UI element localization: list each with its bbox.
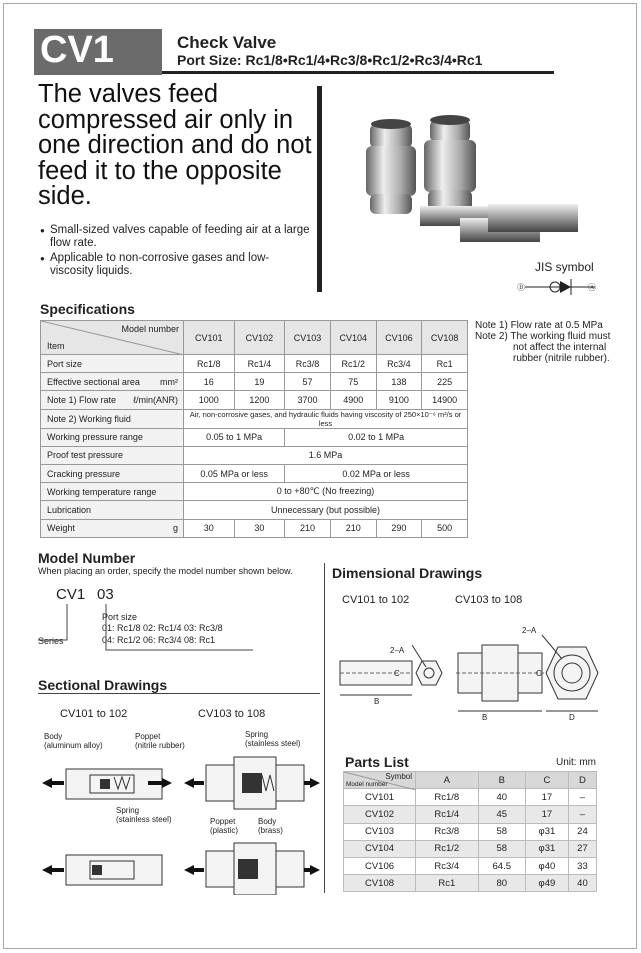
cell: Rc1 (416, 875, 479, 892)
jis-symbol-label: JIS symbol (535, 260, 594, 274)
cell: 210 (330, 519, 376, 537)
row-label (41, 373, 184, 391)
parts-corner-model: Model number (346, 781, 388, 789)
cell: Rc1/2 (416, 840, 479, 857)
cell: 80 (478, 875, 525, 892)
spec-row-proof-pressure (41, 446, 468, 464)
row-label (41, 391, 184, 409)
cell: 1200 (234, 391, 285, 409)
dimensional-drawings-title: Dimensional Drawings (332, 565, 483, 581)
cell: – (568, 806, 596, 823)
dim-2a-small: 2–A (390, 646, 405, 655)
cell: 75 (330, 373, 376, 391)
cell: 1000 (184, 391, 235, 409)
cell: 24 (568, 823, 596, 840)
label-spring-mat: (stainless steel) (116, 815, 172, 824)
spec-row-cracking-pressure (41, 464, 468, 482)
sectional-right-caption: CV103 to 108 (198, 708, 266, 720)
model-header: CV106 (376, 321, 422, 355)
cell: Air, non-corrosive gases, and hydraulic fluids having viscosity of 250×10⁻⁶ m²/s or less (184, 409, 468, 428)
header-rule (162, 71, 554, 74)
cell: 14900 (422, 391, 468, 409)
series-label: Series (38, 636, 64, 646)
row-label: Port size (41, 355, 184, 373)
cell: 58 (478, 840, 525, 857)
port-size-title: Port size (102, 612, 138, 622)
cell: 33 (568, 857, 596, 874)
parts-corner-symbol: Symbol (385, 772, 412, 781)
model-port-code: 03 (97, 586, 114, 603)
model-header: CV103 (285, 321, 331, 355)
dim-small-side (340, 661, 412, 695)
label-body2-name: Body (258, 817, 277, 826)
cell: Rc1/8 (416, 789, 479, 806)
spec-corner-cell (41, 321, 184, 355)
cell: 225 (422, 373, 468, 391)
product-title: Check Valve (177, 33, 277, 52)
cell: 17 (525, 806, 568, 823)
model-header: CV104 (330, 321, 376, 355)
row-label-text: Note 1) Flow rate (47, 394, 117, 405)
dim-large-end (542, 635, 598, 711)
cell: 45 (478, 806, 525, 823)
dimensional-drawings (330, 615, 610, 725)
row-label (41, 519, 184, 537)
dim-2a-large: 2–A (522, 626, 537, 635)
parts-list-title: Parts List (345, 754, 409, 770)
label-body-mat: (aluminum alloy) (44, 741, 103, 750)
corner-item: Item (47, 341, 65, 351)
cell: 16 (184, 373, 235, 391)
cell: 1.6 MPa (184, 446, 468, 464)
cell: 9100 (376, 391, 422, 409)
valve-large-image (424, 115, 476, 212)
spec-row-lubrication (41, 501, 468, 519)
parts-col-header: C (525, 772, 568, 789)
cell: 290 (376, 519, 422, 537)
row-label: Working temperature range (41, 483, 184, 501)
section-large-reverse (184, 843, 320, 895)
row-unit: ℓ/min(ANR) (133, 394, 178, 405)
cell: 0 to +80℃ (No freezing) (184, 483, 468, 501)
row-label-text: Effective sectional area (47, 376, 140, 387)
dimensional-left-caption: CV101 to 102 (342, 594, 410, 606)
cell: Rc3/8 (416, 823, 479, 840)
parts-row (344, 823, 597, 840)
dim-small-end (412, 645, 442, 685)
model-number-subtitle: When placing an order, specify the model number shown below. (38, 566, 293, 576)
parts-row (344, 789, 597, 806)
cell: 58 (478, 823, 525, 840)
parts-col-header: D (568, 772, 596, 789)
label-poppet-mat: (nitrile rubber) (135, 741, 185, 750)
spec-notes (475, 320, 615, 364)
port-size-line-2: 04: Rc1/2 06: Rc3/4 08: Rc1 (102, 635, 216, 645)
dim-c-large: C (536, 669, 542, 678)
cell: – (568, 789, 596, 806)
cell: CV103 (344, 823, 416, 840)
port-size-line-1: 01: Rc1/8 02: Rc1/4 03: Rc3/8 (102, 623, 223, 633)
cell: CV108 (344, 875, 416, 892)
section-small-forward (42, 769, 172, 799)
sectional-drawings-title: Sectional Drawings (38, 677, 168, 693)
spec-row-working-pressure (41, 428, 468, 446)
cell: 40 (478, 789, 525, 806)
cell: 57 (285, 373, 331, 391)
model-header: CV108 (422, 321, 468, 355)
cell: φ49 (525, 875, 568, 892)
dim-b-large: B (482, 713, 488, 722)
cell: Rc1/8 (184, 355, 235, 373)
parts-row (344, 840, 597, 857)
model-header: CV101 (184, 321, 235, 355)
cell: φ31 (525, 840, 568, 857)
spec-row-weight (41, 519, 468, 537)
parts-col-header: A (416, 772, 479, 789)
vertical-bar (317, 86, 322, 292)
specifications-title: Specifications (40, 301, 135, 317)
specifications-table (40, 320, 468, 538)
feature-item: ● Applicable to non-corrosive gases and low-viscosity liquids. (40, 252, 310, 278)
feature-item: ● Small-sized valves capable of feeding air at a large flow rate. (40, 224, 310, 250)
model-series-code: CV1 (56, 586, 86, 603)
row-unit: mm² (160, 376, 178, 387)
spec-row-flow-rate (41, 391, 468, 409)
cell: 0.05 to 1 MPa (184, 428, 285, 446)
section-large-forward (184, 757, 320, 809)
cell: Rc1/4 (234, 355, 285, 373)
sectional-left-caption: CV101 to 102 (60, 708, 128, 720)
row-label: Lubrication (41, 501, 184, 519)
dim-b-small: B (374, 697, 380, 706)
cell: 138 (376, 373, 422, 391)
jis-in-port: Ⓑ (517, 283, 525, 292)
label-spring2-name: Spring (245, 730, 269, 739)
corner-model-number: Model number (121, 324, 179, 334)
cell: CV101 (344, 789, 416, 806)
dimensional-divider (324, 563, 325, 893)
cell: 19 (234, 373, 285, 391)
product-photo (350, 110, 580, 250)
dimensional-right-caption: CV103 to 108 (455, 594, 523, 606)
cell: 210 (285, 519, 331, 537)
cell: 4900 (330, 391, 376, 409)
parts-unit: Unit: mm (556, 757, 596, 768)
model-number-title: Model Number (38, 550, 136, 566)
sectional-rule (38, 693, 320, 694)
dim-c-small: C (394, 669, 400, 678)
cell: 64.5 (478, 857, 525, 874)
cell: 27 (568, 840, 596, 857)
valve-block-image (420, 204, 578, 242)
port-size-heading: Port Size: Rc1/8•Rc1/4•Rc3/8•Rc1/2•Rc3/4•Rc1 (177, 52, 483, 68)
dim-large-side (456, 645, 544, 711)
cell: CV106 (344, 857, 416, 874)
spec-header-row (41, 321, 468, 355)
cell: Unnecessary (but possible) (184, 501, 468, 519)
cell: 0.02 MPa or less (285, 464, 468, 482)
parts-header-row (344, 772, 597, 789)
label-poppet2-mat: (plastic) (210, 826, 239, 835)
parts-row (344, 806, 597, 823)
row-label: Working pressure range (41, 428, 184, 446)
section-small-reverse (42, 855, 162, 885)
cell: 3700 (285, 391, 331, 409)
row-label: Proof test pressure (41, 446, 184, 464)
cell: Rc3/4 (416, 857, 479, 874)
label-poppet2-name: Poppet (210, 817, 236, 826)
cell: Rc1/4 (416, 806, 479, 823)
cell: CV102 (344, 806, 416, 823)
dim-d: D (569, 713, 575, 722)
product-code-badge: CV1 (34, 29, 162, 75)
parts-row (344, 875, 597, 892)
row-unit: g (172, 523, 178, 534)
cell: CV104 (344, 840, 416, 857)
label-body-name: Body (44, 732, 63, 741)
parts-col-header: B (478, 772, 525, 789)
feature-list (40, 224, 310, 280)
valve-small-image (366, 119, 416, 214)
cell: 0.02 to 1 MPa (285, 428, 468, 446)
cell: φ40 (525, 857, 568, 874)
cell: Rc1/2 (330, 355, 376, 373)
cell: Rc3/8 (285, 355, 331, 373)
cell: 30 (184, 519, 235, 537)
cell: 500 (422, 519, 468, 537)
note-2: Note 2) The working fluid must not affect the internal rubber (nitrile rubber). (475, 331, 611, 364)
parts-row (344, 857, 597, 874)
cell: 40 (568, 875, 596, 892)
label-body2-mat: (brass) (258, 826, 283, 835)
spec-row-temperature (41, 483, 468, 501)
cell: Rc1 (422, 355, 468, 373)
parts-corner-cell (344, 772, 416, 789)
cell: 17 (525, 789, 568, 806)
row-label: Note 2) Working fluid (41, 409, 184, 428)
cell: 0.05 MPa or less (184, 464, 285, 482)
spec-row-sectional-area (41, 373, 468, 391)
row-label-text: Weight (47, 523, 75, 534)
parts-list-table (343, 771, 597, 892)
cell: 30 (234, 519, 285, 537)
tagline: The valves feed compressed air only in one direction and do not feed it to the opposite side. (38, 80, 312, 210)
row-label: Cracking pressure (41, 464, 184, 482)
cell: Rc3/4 (376, 355, 422, 373)
model-header: CV102 (234, 321, 285, 355)
label-spring2-mat: (stainless steel) (245, 739, 301, 748)
sectional-drawings (38, 745, 323, 895)
spec-row-port-size (41, 355, 468, 373)
note-1: Note 1) Flow rate at 0.5 MPa (475, 320, 603, 331)
label-spring-name: Spring (116, 806, 140, 815)
label-poppet-name: Poppet (135, 732, 161, 741)
cell: φ31 (525, 823, 568, 840)
spec-row-working-fluid (41, 409, 468, 428)
jis-out-port: Ⓐ (588, 283, 596, 292)
